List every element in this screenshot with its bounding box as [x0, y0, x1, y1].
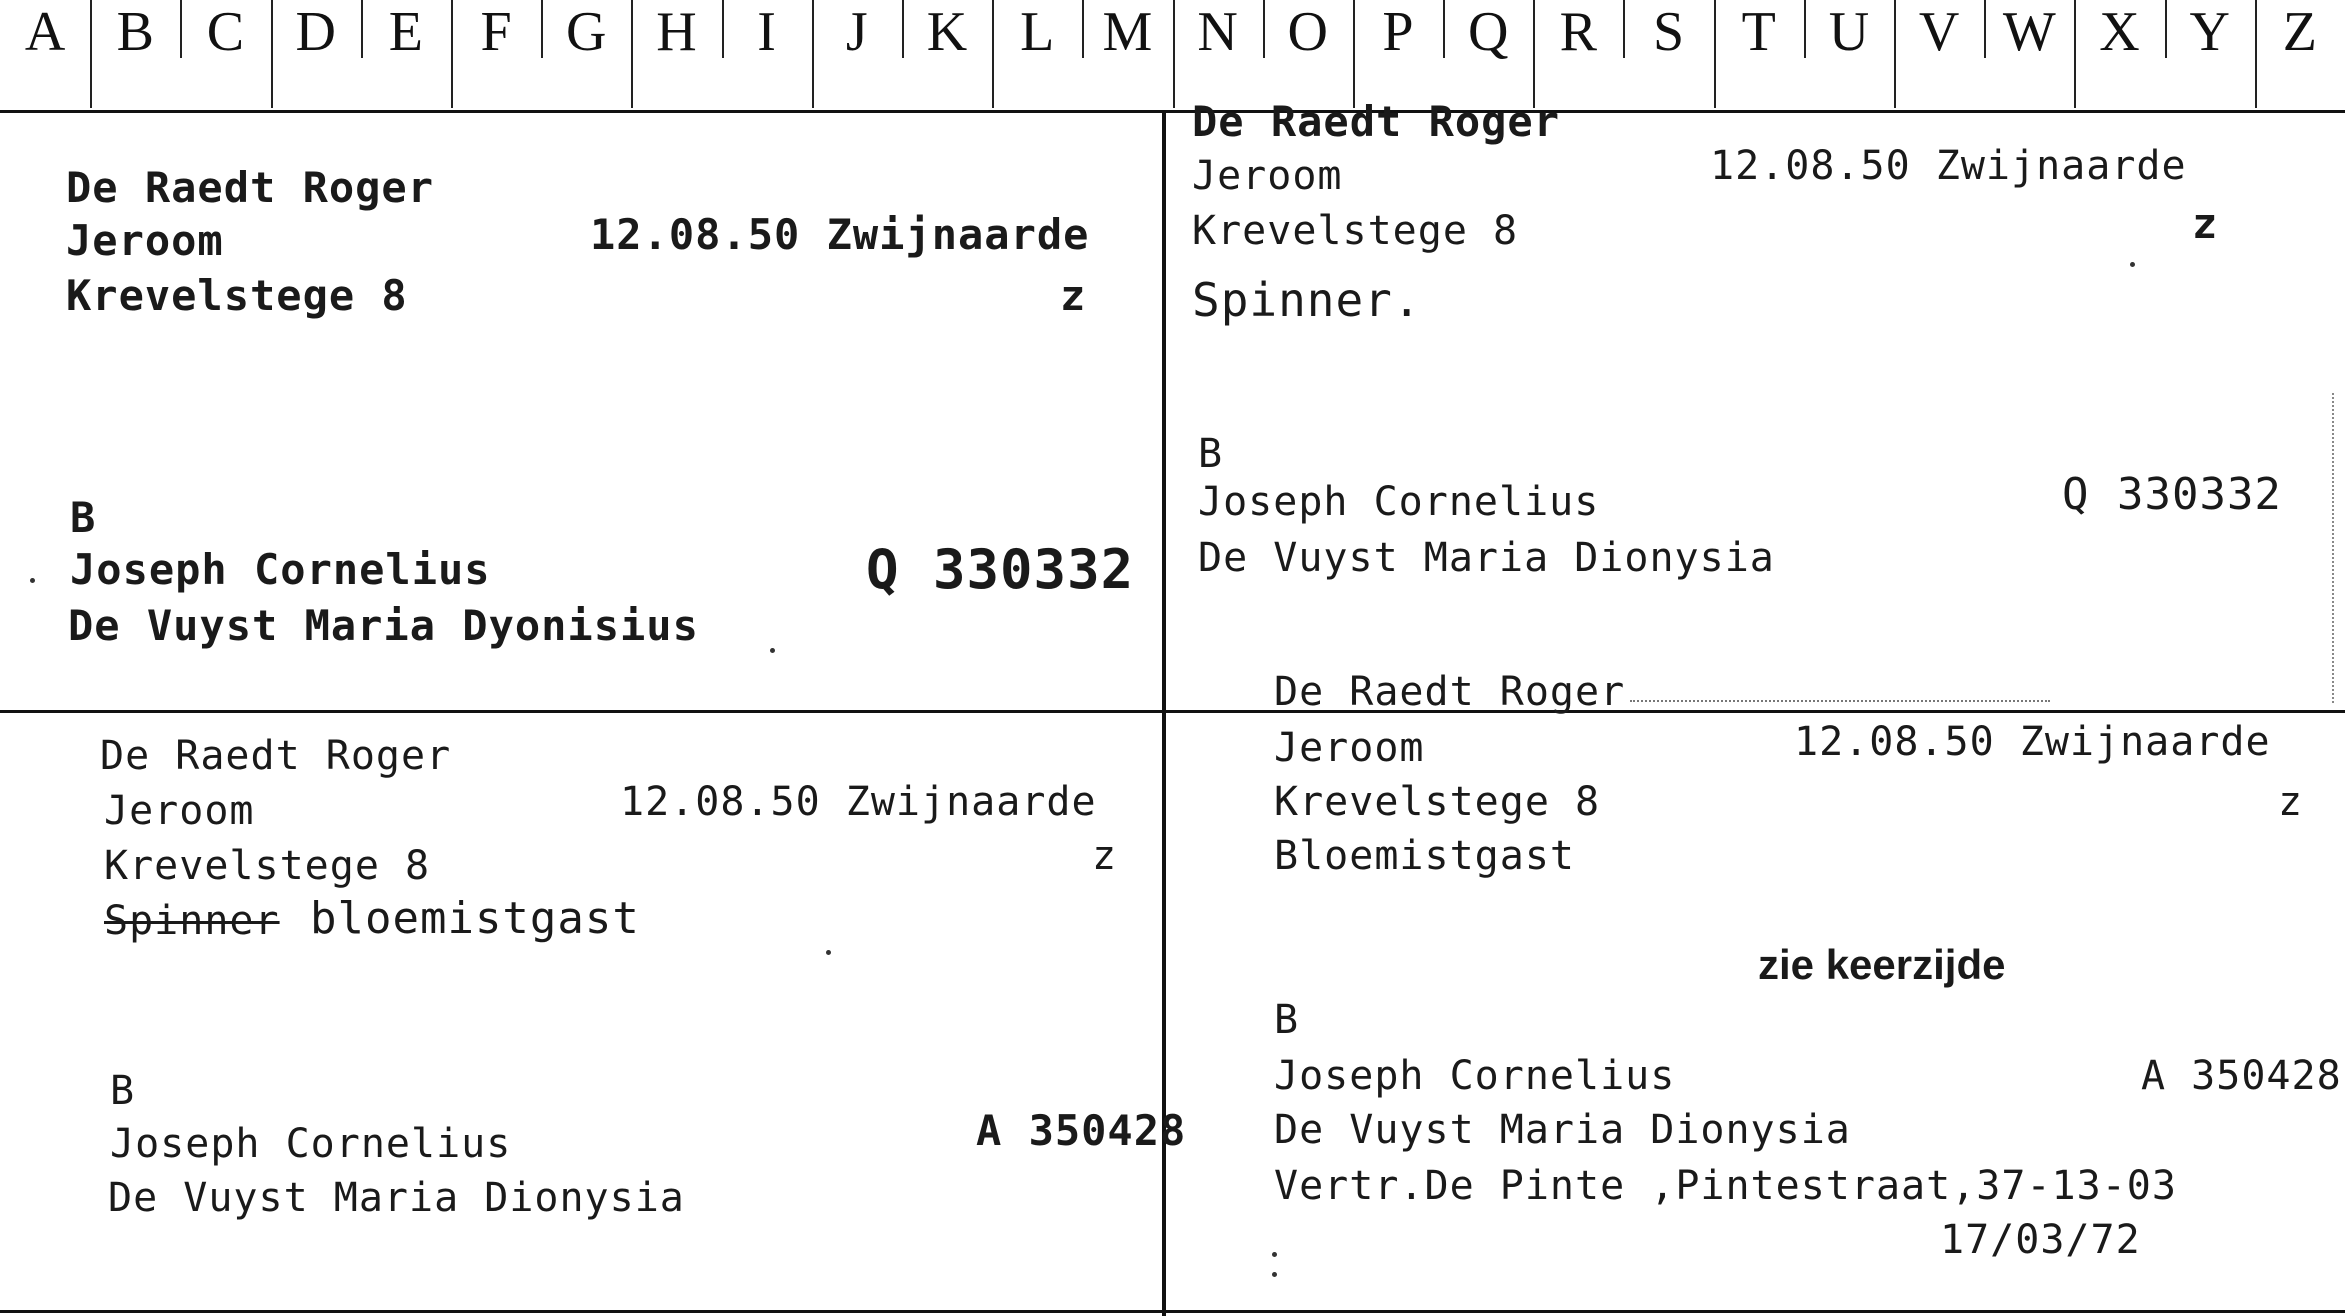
- card-occupation: bloemistgast: [310, 893, 640, 944]
- card-gender: z: [2278, 779, 2304, 825]
- index-tab-divider: [812, 0, 814, 108]
- index-tab-b: B: [116, 1, 154, 63]
- index-tab-divider: [902, 0, 904, 58]
- index-tab-c: C: [206, 1, 245, 63]
- index-tab-j: J: [845, 1, 868, 63]
- scan-speck: [2130, 262, 2135, 267]
- index-tab-divider: [1353, 0, 1355, 108]
- index-tab-divider: [631, 0, 633, 108]
- index-tab-u: U: [1828, 1, 1870, 63]
- card-father: Joseph Cornelius: [70, 545, 491, 594]
- card-reference: A 350428: [2141, 1053, 2342, 1099]
- index-tab-l: L: [1020, 1, 1055, 63]
- index-tab-divider: [1714, 0, 1716, 108]
- card-address: Krevelstege 8: [1274, 779, 1601, 825]
- index-tab-divider: [722, 0, 724, 58]
- index-tab-divider: [1804, 0, 1806, 58]
- index-tab-w: W: [2002, 1, 2056, 63]
- scan-speck: [30, 578, 35, 583]
- index-tab-t: T: [1741, 1, 1776, 63]
- card-occupation: Bloemistgast: [1274, 833, 1575, 879]
- index-tab-divider: [1263, 0, 1265, 58]
- card-father: Joseph Cornelius: [1274, 1053, 1676, 1099]
- index-tab-divider: [2165, 0, 2167, 58]
- index-tab-z: Z: [2282, 1, 2317, 63]
- card-occupation-struck: Spinner: [104, 898, 280, 944]
- card-reference: Q 330332: [866, 538, 1135, 601]
- card-occupation: Spinner.: [1192, 273, 1422, 327]
- card-address: Krevelstege 8: [104, 843, 431, 889]
- index-tab-divider: [541, 0, 543, 58]
- card-reference: A 350428: [976, 1106, 1187, 1155]
- card-religion: B: [70, 493, 97, 542]
- index-tab-divider: [1623, 0, 1625, 58]
- card-religion: B: [1198, 431, 1224, 477]
- card-religion: B: [1274, 997, 1300, 1043]
- index-tab-a: A: [24, 1, 66, 63]
- index-tab-f: F: [480, 1, 512, 63]
- card-father: Joseph Cornelius: [110, 1121, 512, 1167]
- index-tab-divider: [271, 0, 273, 108]
- index-tab-o: O: [1287, 1, 1328, 63]
- card-top-right: [1166, 97, 2345, 708]
- card-mother: De Vuyst Maria Dionysia: [1198, 535, 1775, 581]
- index-tab-q: Q: [1467, 1, 1509, 63]
- card-divider-bottom: [0, 1310, 2345, 1313]
- scan-speck: [1272, 1272, 1277, 1277]
- index-tab-r: R: [1559, 1, 1598, 63]
- card-second-name: Jeroom: [1274, 725, 1425, 771]
- card-mother: De Vuyst Maria Dyonisius: [68, 601, 699, 650]
- index-tab-divider: [1082, 0, 1084, 58]
- index-tab-divider: [2074, 0, 2076, 108]
- index-tab-divider: [180, 0, 182, 58]
- index-tab-divider: [451, 0, 453, 108]
- card-address: Krevelstege 8: [66, 271, 408, 320]
- index-tab-n: N: [1197, 1, 1238, 63]
- card-departure-date: 17/03/72: [1940, 1217, 2141, 1263]
- card-second-name: Jeroom: [104, 788, 255, 834]
- card-bottom-right: [1166, 669, 2345, 1308]
- index-tab-divider: [1894, 0, 1896, 108]
- scan-smudge: [1630, 700, 2050, 702]
- index-tab-v: V: [1918, 1, 1960, 63]
- index-tab-divider: [361, 0, 363, 58]
- card-second-name: Jeroom: [66, 216, 224, 265]
- alphabet-index-strip: [0, 0, 2345, 113]
- scan-speck: [770, 648, 775, 653]
- card-gender: z: [1092, 833, 1118, 879]
- index-tab-divider: [90, 0, 92, 108]
- card-father: Joseph Cornelius: [1198, 479, 1600, 525]
- index-tab-p: P: [1382, 1, 1414, 63]
- card-name: De Raedt Roger: [1274, 669, 1626, 715]
- card-name: De Raedt Roger: [1192, 97, 1561, 146]
- card-birth: 12.08.50 Zwijnaarde: [1710, 143, 2187, 189]
- card-edge-mark: [2332, 393, 2338, 703]
- index-tab-y: Y: [2189, 1, 2230, 63]
- card-top-left: [0, 113, 1160, 708]
- index-tab-d: D: [295, 1, 336, 63]
- card-birth: 12.08.50 Zwijnaarde: [590, 210, 1090, 259]
- index-tab-divider: [1443, 0, 1445, 58]
- scan-speck: [1272, 1252, 1277, 1257]
- card-departure: Vertr.De Pinte ,Pintestraat,37-13-03: [1274, 1163, 2177, 1209]
- index-tab-e: E: [388, 1, 423, 63]
- index-tab-x: X: [2099, 1, 2140, 63]
- card-mother: De Vuyst Maria Dionysia: [1274, 1107, 1851, 1153]
- index-tab-divider: [992, 0, 994, 108]
- index-tab-s: S: [1652, 1, 1685, 63]
- index-tab-m: M: [1102, 1, 1153, 63]
- card-name: De Raedt Roger: [100, 733, 452, 779]
- index-tab-divider: [2255, 0, 2257, 108]
- index-tab-g: G: [566, 1, 607, 63]
- index-tab-k: K: [926, 1, 968, 63]
- index-tab-divider: [1984, 0, 1986, 58]
- card-mother: De Vuyst Maria Dionysia: [108, 1175, 685, 1221]
- card-note-stamp: zie keerzijde: [1758, 941, 2006, 988]
- card-bottom-left: [0, 713, 1187, 1308]
- scan-speck: [826, 950, 831, 955]
- index-tab-h: H: [656, 1, 697, 63]
- index-tab-i: I: [757, 1, 776, 63]
- card-gender: z: [2192, 199, 2219, 248]
- card-second-name: Jeroom: [1192, 153, 1343, 199]
- card-religion: B: [110, 1068, 136, 1114]
- index-tab-divider: [1173, 0, 1175, 108]
- card-address: Krevelstege 8: [1192, 208, 1519, 254]
- card-name: De Raedt Roger: [66, 163, 435, 212]
- card-gender: z: [1060, 271, 1087, 320]
- card-birth: 12.08.50 Zwijnaarde: [620, 779, 1097, 825]
- index-tab-divider: [1533, 0, 1535, 108]
- card-birth: 12.08.50 Zwijnaarde: [1794, 719, 2271, 765]
- card-reference: Q 330332: [2062, 469, 2282, 520]
